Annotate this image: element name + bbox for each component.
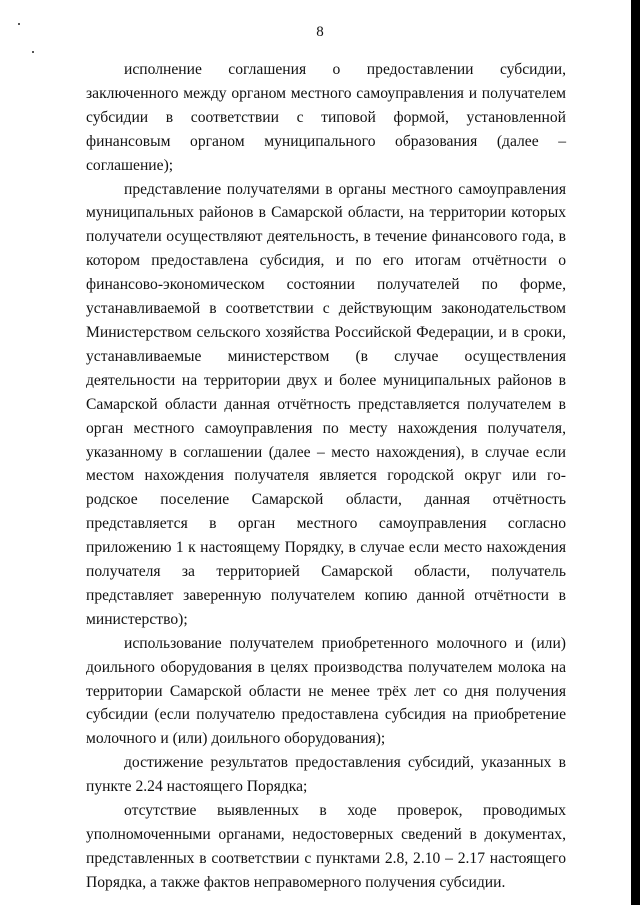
paragraph-no-violations: отсутствие выявленных в ходе проверок, проводимых уполномоченными органами, недостоверных сведений в документах, представленных в соответствии с пунктами 2.8, 2.10 – 2.17 настоящего Порядка, а также фактов неправомерного получения субсидии.	[86, 802, 566, 891]
document-body	[86, 58, 566, 895]
paragraph-reporting: представление получателями в органы местного самоуправления муниципальных районов в Самарской области, на территории которых получатели осуществляют деятельность, в течение финансового года, в котором предоставлена субсидия, и по его итогам отчётности о финансово-экономическом состоянии получателей по форме, устанавливаемой в соответствии с действующим законодательством Министерством сельского хозяйства Российской Федерации, и в сроки, устанавливаемые министерством (в случае осуществления деятельности на территории двух и более муниципальных районов в Самарской области данная отчётность представляется получателем в орган местного самоуправления по месту нахождения получателя, указанному в соглашении (далее – место нахождения), в случае если местом нахождения получателя является городской округ или городское поселение Самарской области, данная отчётность представляется в орган местного самоуправления согласно приложению 1 к настоящему Порядку, в случае если место нахождения получателя за территорией Самарской области, получатель представляет заверенную получателем копию данной отчётности в министерство);	[86, 180, 566, 628]
paragraph-agreement-execution: исполнение соглашения о предоставлении субсидии, заключенного между органом местного самоуправления и получателем субсидии в соответствии с типовой формой, установленной финансовым органом муниципального образования (далее – соглашение);	[86, 61, 566, 174]
scan-speck	[32, 51, 34, 53]
page-number: 8	[316, 24, 324, 40]
scan-edge-shadow	[631, 0, 640, 905]
paragraph-results: достижение результатов предоставления субсидий, указанных в пункте 2.24 настоящего Порядка;	[86, 754, 566, 796]
paragraph-equipment-use: использование получателем приобретенного молочного и (или) доильного оборудования в целях производства получателем молока на территории Самарской области не менее трёх лет со дня получения субсидии (если получателю предоставлена субсидия на приобретение молочного и (или) доильного оборудования);	[86, 634, 566, 748]
